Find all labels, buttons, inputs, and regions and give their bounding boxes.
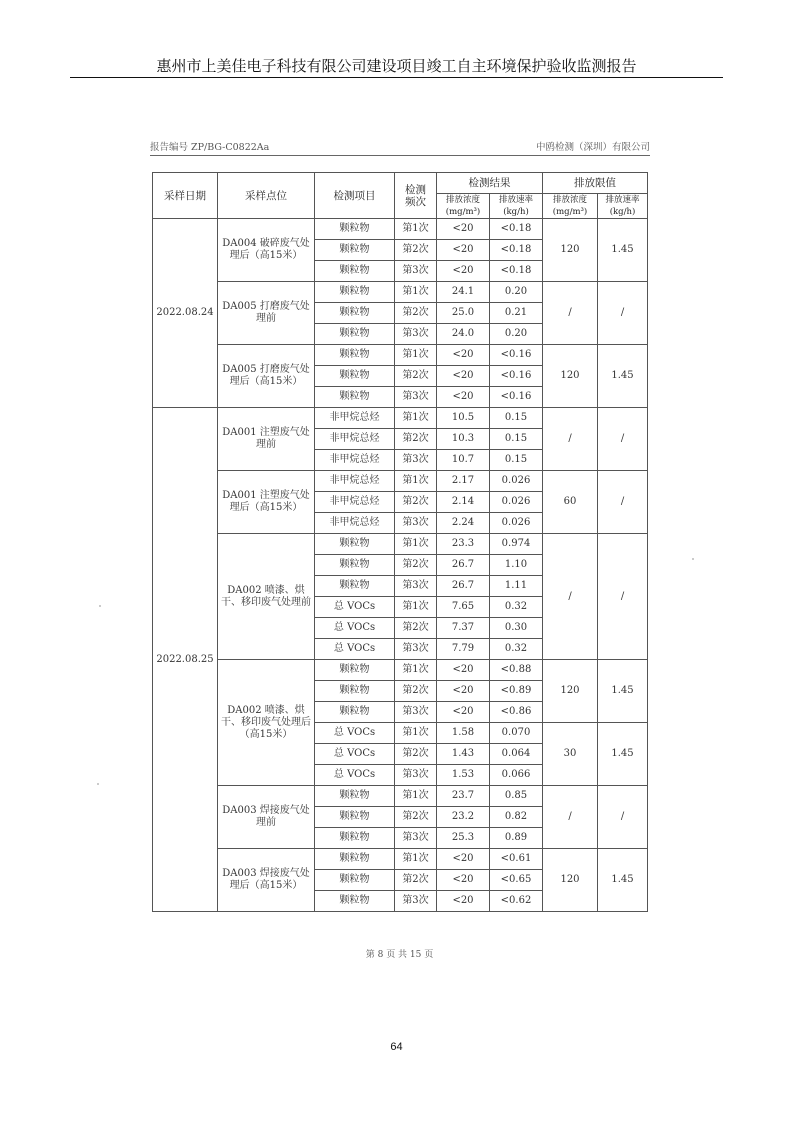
emission-concentration-cell: 24.1 (437, 282, 490, 303)
emission-rate-cell: 0.15 (490, 408, 543, 429)
emission-rate-cell: <0.61 (490, 849, 543, 870)
emission-rate-cell: <0.18 (490, 219, 543, 240)
test-item-cell: 颗粒物 (315, 786, 395, 807)
header-limit-conc: 排放浓度 (mg/m³) (543, 194, 598, 219)
test-frequency-cell: 第2次 (395, 744, 437, 765)
test-item-cell: 颗粒物 (315, 807, 395, 828)
limit-rate-cell: 1.45 (598, 660, 648, 723)
limit-rate-cell: / (598, 534, 648, 660)
scan-speck (99, 605, 101, 607)
limit-rate-cell: 1.45 (598, 849, 648, 912)
test-item-cell: 总 VOCs (315, 597, 395, 618)
report-rule (150, 155, 650, 156)
emission-concentration-cell: <20 (437, 345, 490, 366)
header-conc: 排放浓度 (mg/m³) (437, 194, 490, 219)
emission-rate-cell: 0.89 (490, 828, 543, 849)
test-frequency-cell: 第2次 (395, 618, 437, 639)
emission-concentration-cell: 10.5 (437, 408, 490, 429)
emission-concentration-cell: 7.79 (437, 639, 490, 660)
sample-date-cell: 2022.08.24 (153, 219, 218, 408)
emission-rate-cell: 0.026 (490, 492, 543, 513)
limit-rate-cell: 1.45 (598, 723, 648, 786)
sample-point-cell: DA002 喷漆、烘干、移印废气处理后（高15米） (218, 660, 315, 786)
test-frequency-cell: 第2次 (395, 681, 437, 702)
test-item-cell: 总 VOCs (315, 618, 395, 639)
test-frequency-cell: 第2次 (395, 303, 437, 324)
emission-rate-cell: <0.16 (490, 345, 543, 366)
scan-speck (97, 783, 99, 785)
report-code: 报告编号 ZP/BG-C0822Aa (150, 142, 270, 153)
emission-rate-cell: 0.026 (490, 471, 543, 492)
emission-rate-cell: <0.16 (490, 366, 543, 387)
emission-rate-cell: <0.89 (490, 681, 543, 702)
test-item-cell: 颗粒物 (315, 681, 395, 702)
sample-point-cell: DA003 焊接废气处理后（高15米） (218, 849, 315, 912)
test-item-cell: 非甲烷总烃 (315, 471, 395, 492)
emission-concentration-cell: <20 (437, 387, 490, 408)
emission-rate-cell: <0.65 (490, 870, 543, 891)
table-row (153, 660, 648, 681)
test-item-cell: 颗粒物 (315, 261, 395, 282)
emission-concentration-cell: 25.3 (437, 828, 490, 849)
test-frequency-cell: 第3次 (395, 828, 437, 849)
emission-concentration-cell: 26.7 (437, 576, 490, 597)
emission-concentration-cell: <20 (437, 849, 490, 870)
emission-rate-cell: 0.20 (490, 324, 543, 345)
test-frequency-cell: 第2次 (395, 555, 437, 576)
emission-concentration-cell: 23.3 (437, 534, 490, 555)
emission-rate-cell: <0.88 (490, 660, 543, 681)
emission-rate-cell: <0.18 (490, 261, 543, 282)
test-item-cell: 颗粒物 (315, 702, 395, 723)
test-item-cell: 颗粒物 (315, 219, 395, 240)
table-row (153, 282, 648, 303)
emission-concentration-cell: 24.0 (437, 324, 490, 345)
test-item-cell: 颗粒物 (315, 555, 395, 576)
header-rate: 排放速率 (kg/h) (490, 194, 543, 219)
emission-concentration-cell: <20 (437, 261, 490, 282)
test-item-cell: 非甲烷总烃 (315, 450, 395, 471)
test-item-cell: 颗粒物 (315, 576, 395, 597)
test-frequency-cell: 第1次 (395, 219, 437, 240)
header-result: 检测结果 (437, 173, 543, 194)
sample-date-cell: 2022.08.25 (153, 408, 218, 912)
emission-concentration-cell: 10.7 (437, 450, 490, 471)
test-item-cell: 颗粒物 (315, 366, 395, 387)
test-frequency-cell: 第3次 (395, 324, 437, 345)
emission-rate-cell: 0.15 (490, 450, 543, 471)
emission-concentration-cell: <20 (437, 660, 490, 681)
sample-point-cell: DA004 破碎废气处理后（高15米） (218, 219, 315, 282)
test-frequency-cell: 第3次 (395, 765, 437, 786)
test-item-cell: 颗粒物 (315, 534, 395, 555)
test-frequency-cell: 第1次 (395, 471, 437, 492)
limit-concentration-cell: 60 (543, 471, 598, 534)
emission-rate-cell: 0.21 (490, 303, 543, 324)
emission-rate-cell: 0.30 (490, 618, 543, 639)
emission-rate-cell: <0.16 (490, 387, 543, 408)
limit-concentration-cell: / (543, 408, 598, 471)
inner-page-number: 第 8 页 共 15 页 (365, 950, 434, 960)
emission-rate-cell: <0.86 (490, 702, 543, 723)
test-frequency-cell: 第3次 (395, 387, 437, 408)
emission-rate-cell: 0.15 (490, 429, 543, 450)
limit-rate-cell: / (598, 282, 648, 345)
header-freq: 检测频次 (395, 173, 437, 219)
test-frequency-cell: 第3次 (395, 513, 437, 534)
scan-speck (692, 558, 694, 560)
test-item-cell: 颗粒物 (315, 345, 395, 366)
header-limit-rate: 排放速率 (kg/h) (598, 194, 648, 219)
limit-rate-cell: 1.45 (598, 219, 648, 282)
sample-point-cell: DA002 喷漆、烘干、移印废气处理前 (218, 534, 315, 660)
table-row (153, 408, 648, 429)
emission-rate-cell: 0.070 (490, 723, 543, 744)
emission-rate-cell: 0.064 (490, 744, 543, 765)
test-frequency-cell: 第1次 (395, 408, 437, 429)
emission-concentration-cell: 25.0 (437, 303, 490, 324)
test-frequency-cell: 第2次 (395, 366, 437, 387)
sample-point-cell: DA005 打磨废气处理后（高15米） (218, 345, 315, 408)
limit-concentration-cell: 120 (543, 849, 598, 912)
header-limit: 排放限值 (543, 173, 648, 194)
limit-concentration-cell: / (543, 534, 598, 660)
header-item: 检测项目 (315, 173, 395, 219)
test-item-cell: 颗粒物 (315, 891, 395, 912)
emission-concentration-cell: <20 (437, 681, 490, 702)
table-row (153, 786, 648, 807)
test-frequency-cell: 第2次 (395, 492, 437, 513)
table-row (153, 345, 648, 366)
emission-concentration-cell: 7.37 (437, 618, 490, 639)
emission-concentration-cell: <20 (437, 891, 490, 912)
table-row (153, 471, 648, 492)
test-item-cell: 非甲烷总烃 (315, 513, 395, 534)
emission-rate-cell: 0.85 (490, 786, 543, 807)
test-item-cell: 颗粒物 (315, 387, 395, 408)
limit-concentration-cell: 120 (543, 660, 598, 723)
emission-concentration-cell: <20 (437, 219, 490, 240)
sample-point-cell: DA001 注塑废气处理前 (218, 408, 315, 471)
emission-concentration-cell: <20 (437, 240, 490, 261)
emission-rate-cell: <0.62 (490, 891, 543, 912)
test-item-cell: 颗粒物 (315, 303, 395, 324)
emission-concentration-cell: 1.53 (437, 765, 490, 786)
emission-rate-cell: 1.10 (490, 555, 543, 576)
test-item-cell: 颗粒物 (315, 828, 395, 849)
test-frequency-cell: 第3次 (395, 450, 437, 471)
test-frequency-cell: 第2次 (395, 429, 437, 450)
table-row (153, 534, 648, 555)
test-frequency-cell: 第1次 (395, 345, 437, 366)
test-frequency-cell: 第1次 (395, 660, 437, 681)
limit-rate-cell: / (598, 408, 648, 471)
test-frequency-cell: 第2次 (395, 240, 437, 261)
test-item-cell: 总 VOCs (315, 723, 395, 744)
header-rule (70, 77, 723, 78)
emission-rate-cell: 0.82 (490, 807, 543, 828)
test-frequency-cell: 第3次 (395, 702, 437, 723)
emission-rate-cell: <0.18 (490, 240, 543, 261)
emission-concentration-cell: <20 (437, 870, 490, 891)
report-meta (150, 138, 650, 156)
test-item-cell: 颗粒物 (315, 870, 395, 891)
limit-concentration-cell: 30 (543, 723, 598, 786)
emission-rate-cell: 0.026 (490, 513, 543, 534)
header-point: 采样点位 (218, 173, 315, 219)
emission-concentration-cell: <20 (437, 366, 490, 387)
test-item-cell: 总 VOCs (315, 744, 395, 765)
emission-concentration-cell: 2.24 (437, 513, 490, 534)
table-row (153, 849, 648, 870)
limit-concentration-cell: 120 (543, 219, 598, 282)
test-frequency-cell: 第3次 (395, 261, 437, 282)
limit-rate-cell: / (598, 786, 648, 849)
test-frequency-cell: 第3次 (395, 576, 437, 597)
emission-concentration-cell: 2.17 (437, 471, 490, 492)
emission-concentration-cell: 23.2 (437, 807, 490, 828)
page-title: 惠州市上美佳电子科技有限公司建设项目竣工自主环境保护验收监测报告 (156, 57, 637, 75)
test-frequency-cell: 第1次 (395, 723, 437, 744)
table-body (153, 219, 648, 912)
limit-concentration-cell: / (543, 786, 598, 849)
emission-concentration-cell: 1.43 (437, 744, 490, 765)
test-item-cell: 颗粒物 (315, 849, 395, 870)
test-item-cell: 颗粒物 (315, 282, 395, 303)
page-number: 64 (390, 1041, 403, 1053)
limit-rate-cell: / (598, 471, 648, 534)
test-frequency-cell: 第1次 (395, 534, 437, 555)
test-frequency-cell: 第1次 (395, 282, 437, 303)
test-frequency-cell: 第2次 (395, 807, 437, 828)
sample-point-cell: DA003 焊接废气处理前 (218, 786, 315, 849)
test-frequency-cell: 第3次 (395, 891, 437, 912)
sample-point-cell: DA001 注塑废气处理后（高15米） (218, 471, 315, 534)
emission-concentration-cell: 7.65 (437, 597, 490, 618)
limit-rate-cell: 1.45 (598, 345, 648, 408)
emission-rate-cell: 0.974 (490, 534, 543, 555)
test-item-cell: 颗粒物 (315, 324, 395, 345)
emission-concentration-cell: 23.7 (437, 786, 490, 807)
monitoring-table (152, 172, 648, 912)
test-item-cell: 非甲烷总烃 (315, 429, 395, 450)
report-company: 中鸥检测（深圳）有限公司 (535, 142, 650, 153)
limit-concentration-cell: / (543, 282, 598, 345)
test-item-cell: 非甲烷总烃 (315, 408, 395, 429)
test-item-cell: 颗粒物 (315, 240, 395, 261)
header-date: 采样日期 (153, 173, 218, 219)
test-item-cell: 颗粒物 (315, 660, 395, 681)
test-item-cell: 总 VOCs (315, 765, 395, 786)
test-frequency-cell: 第3次 (395, 639, 437, 660)
test-frequency-cell: 第1次 (395, 786, 437, 807)
emission-rate-cell: 0.20 (490, 282, 543, 303)
emission-rate-cell: 1.11 (490, 576, 543, 597)
test-item-cell: 非甲烷总烃 (315, 492, 395, 513)
emission-rate-cell: 0.32 (490, 639, 543, 660)
emission-concentration-cell: 10.3 (437, 429, 490, 450)
emission-concentration-cell: <20 (437, 702, 490, 723)
test-frequency-cell: 第1次 (395, 597, 437, 618)
emission-rate-cell: 0.32 (490, 597, 543, 618)
emission-rate-cell: 0.066 (490, 765, 543, 786)
test-frequency-cell: 第1次 (395, 849, 437, 870)
test-item-cell: 总 VOCs (315, 639, 395, 660)
emission-concentration-cell: 2.14 (437, 492, 490, 513)
sample-point-cell: DA005 打磨废气处理前 (218, 282, 315, 345)
emission-concentration-cell: 1.58 (437, 723, 490, 744)
test-frequency-cell: 第2次 (395, 870, 437, 891)
limit-concentration-cell: 120 (543, 345, 598, 408)
table-row (153, 219, 648, 240)
emission-concentration-cell: 26.7 (437, 555, 490, 576)
